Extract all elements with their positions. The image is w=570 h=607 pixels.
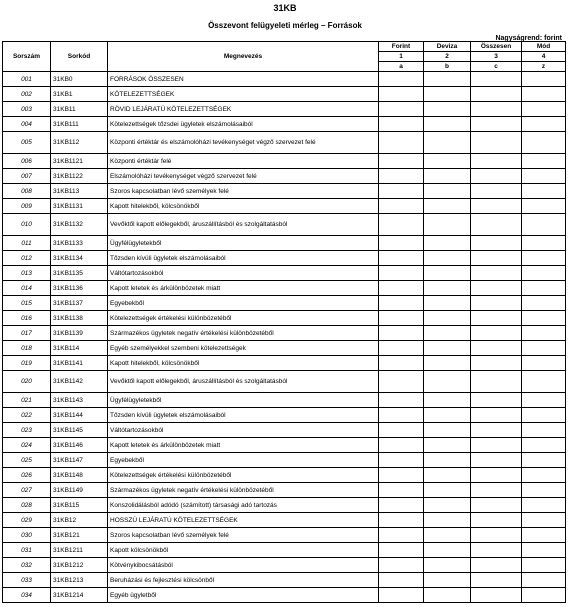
col-header-megnevezes: Megnevezés bbox=[108, 42, 379, 72]
table-row bbox=[3, 588, 566, 603]
row-value-deviza[interactable] bbox=[424, 558, 471, 573]
row-sorszam: 001 bbox=[3, 72, 51, 87]
row-sorkod: 31KB1132 bbox=[51, 214, 108, 236]
row-value-mod[interactable] bbox=[522, 513, 566, 528]
row-value-forint[interactable] bbox=[379, 483, 424, 498]
row-value-osszesen[interactable] bbox=[471, 214, 522, 236]
row-value-deviza[interactable] bbox=[424, 453, 471, 468]
row-sorkod: 31KB112 bbox=[51, 132, 108, 154]
row-megnevezes: Ügyfélügyletekből bbox=[108, 393, 379, 408]
col-header-sorszam: Sorszám bbox=[3, 42, 51, 72]
row-value-deviza[interactable] bbox=[424, 296, 471, 311]
table-row bbox=[3, 528, 566, 543]
row-sorkod: 31KB1135 bbox=[51, 266, 108, 281]
row-value-deviza[interactable] bbox=[424, 236, 471, 251]
row-value-mod[interactable] bbox=[522, 483, 566, 498]
row-value-mod[interactable] bbox=[522, 169, 566, 184]
table-row bbox=[3, 498, 566, 513]
row-value-forint[interactable] bbox=[379, 528, 424, 543]
row-value-mod[interactable] bbox=[522, 356, 566, 371]
row-value-osszesen[interactable] bbox=[471, 588, 522, 603]
row-value-osszesen[interactable] bbox=[471, 184, 522, 199]
row-value-osszesen[interactable] bbox=[471, 371, 522, 393]
row-value-deviza[interactable] bbox=[424, 483, 471, 498]
row-value-forint[interactable] bbox=[379, 408, 424, 423]
row-megnevezes: KÖTELEZETTSÉGEK bbox=[108, 87, 379, 102]
row-value-forint[interactable] bbox=[379, 281, 424, 296]
row-sorszam: 027 bbox=[3, 483, 51, 498]
row-value-mod[interactable] bbox=[522, 117, 566, 132]
row-sorkod: 31KB1211 bbox=[51, 543, 108, 558]
row-megnevezes: FORRÁSOK ÖSSZESEN bbox=[108, 72, 379, 87]
row-value-forint[interactable] bbox=[379, 371, 424, 393]
row-sorszam: 009 bbox=[3, 199, 51, 214]
row-megnevezes: Tőzsden kívüli ügyletek elszámolásaiból bbox=[108, 251, 379, 266]
row-value-forint[interactable] bbox=[379, 296, 424, 311]
row-value-osszesen[interactable] bbox=[471, 236, 522, 251]
row-sorkod: 31KB12 bbox=[51, 513, 108, 528]
col-header-sorkod: Sorkód bbox=[51, 42, 108, 72]
row-value-mod[interactable] bbox=[522, 588, 566, 603]
row-value-deviza[interactable] bbox=[424, 423, 471, 438]
unit-label: Nagyságrend: forint bbox=[495, 35, 562, 42]
table-row bbox=[3, 169, 566, 184]
row-sorkod: 31KB1139 bbox=[51, 326, 108, 341]
row-value-mod[interactable] bbox=[522, 281, 566, 296]
row-value-osszesen[interactable] bbox=[471, 468, 522, 483]
row-value-mod[interactable] bbox=[522, 528, 566, 543]
row-megnevezes: Egyéb ügyletből bbox=[108, 588, 379, 603]
table-row bbox=[3, 356, 566, 371]
table-row bbox=[3, 453, 566, 468]
table-row bbox=[3, 199, 566, 214]
row-sorszam: 023 bbox=[3, 423, 51, 438]
row-value-osszesen[interactable] bbox=[471, 558, 522, 573]
form-code: 31KB bbox=[273, 3, 297, 13]
row-value-osszesen[interactable] bbox=[471, 199, 522, 214]
table-row bbox=[3, 132, 566, 154]
row-value-deviza[interactable] bbox=[424, 468, 471, 483]
row-megnevezes: Kapott hitelekből, kölcsönökből bbox=[108, 356, 379, 371]
row-value-forint[interactable] bbox=[379, 214, 424, 236]
table-row bbox=[3, 281, 566, 296]
row-sorszam: 002 bbox=[3, 87, 51, 102]
row-sorkod: 31KB114 bbox=[51, 341, 108, 356]
row-value-osszesen[interactable] bbox=[471, 528, 522, 543]
row-value-mod[interactable] bbox=[522, 393, 566, 408]
row-value-deviza[interactable] bbox=[424, 169, 471, 184]
row-value-mod[interactable] bbox=[522, 423, 566, 438]
col-letter-deviza: b bbox=[424, 62, 471, 72]
row-megnevezes: Váltótartozásokból bbox=[108, 266, 379, 281]
row-value-forint[interactable] bbox=[379, 513, 424, 528]
row-value-deviza[interactable] bbox=[424, 498, 471, 513]
table-row bbox=[3, 154, 566, 169]
table-row bbox=[3, 296, 566, 311]
row-value-mod[interactable] bbox=[522, 341, 566, 356]
row-value-mod[interactable] bbox=[522, 543, 566, 558]
row-value-deviza[interactable] bbox=[424, 184, 471, 199]
row-sorkod: 31KB1213 bbox=[51, 573, 108, 588]
table-row bbox=[3, 438, 566, 453]
row-megnevezes: Vevőktől kapott előlegekből, áruszállításból és szolgáltatásból bbox=[108, 214, 379, 236]
row-value-deviza[interactable] bbox=[424, 513, 471, 528]
row-sorszam: 011 bbox=[3, 236, 51, 251]
row-value-osszesen[interactable] bbox=[471, 543, 522, 558]
col-letter-osszesen: c bbox=[471, 62, 522, 72]
row-sorkod: 31KB1136 bbox=[51, 281, 108, 296]
row-value-osszesen[interactable] bbox=[471, 483, 522, 498]
row-value-forint[interactable] bbox=[379, 498, 424, 513]
row-value-osszesen[interactable] bbox=[471, 154, 522, 169]
col-num-deviza: 2 bbox=[424, 52, 471, 62]
row-sorkod: 31KB1142 bbox=[51, 371, 108, 393]
row-value-osszesen[interactable] bbox=[471, 341, 522, 356]
row-value-forint[interactable] bbox=[379, 132, 424, 154]
table-row bbox=[3, 543, 566, 558]
col-header-osszesen: Összesen bbox=[471, 42, 522, 52]
row-sorszam: 034 bbox=[3, 588, 51, 603]
row-value-mod[interactable] bbox=[522, 72, 566, 87]
table-row bbox=[3, 311, 566, 326]
row-value-mod[interactable] bbox=[522, 468, 566, 483]
row-value-forint[interactable] bbox=[379, 438, 424, 453]
row-sorkod: 31KB1122 bbox=[51, 169, 108, 184]
row-value-deviza[interactable] bbox=[424, 72, 471, 87]
row-value-forint[interactable] bbox=[379, 326, 424, 341]
row-value-forint[interactable] bbox=[379, 266, 424, 281]
row-value-mod[interactable] bbox=[522, 132, 566, 154]
row-value-forint[interactable] bbox=[379, 341, 424, 356]
table-row bbox=[3, 236, 566, 251]
row-value-osszesen[interactable] bbox=[471, 266, 522, 281]
row-sorkod: 31KB1146 bbox=[51, 438, 108, 453]
row-sorszam: 003 bbox=[3, 102, 51, 117]
row-value-mod[interactable] bbox=[522, 438, 566, 453]
row-sorkod: 31KB1212 bbox=[51, 558, 108, 573]
row-value-forint[interactable] bbox=[379, 393, 424, 408]
table-row bbox=[3, 573, 566, 588]
row-sorkod: 31KB1133 bbox=[51, 236, 108, 251]
row-sorkod: 31KB1147 bbox=[51, 453, 108, 468]
row-value-mod[interactable] bbox=[522, 266, 566, 281]
row-value-mod[interactable] bbox=[522, 87, 566, 102]
row-megnevezes: Kötelezettségek értékelési különbözetéből bbox=[108, 468, 379, 483]
row-value-osszesen[interactable] bbox=[471, 132, 522, 154]
row-sorszam: 010 bbox=[3, 214, 51, 236]
row-sorszam: 007 bbox=[3, 169, 51, 184]
row-sorszam: 026 bbox=[3, 468, 51, 483]
row-value-deviza[interactable] bbox=[424, 132, 471, 154]
row-value-mod[interactable] bbox=[522, 214, 566, 236]
row-sorszam: 005 bbox=[3, 132, 51, 154]
table-row bbox=[3, 214, 566, 236]
row-sorszam: 018 bbox=[3, 341, 51, 356]
row-megnevezes: Kapott letetek és árkülönbözetek miatt bbox=[108, 281, 379, 296]
row-value-forint[interactable] bbox=[379, 236, 424, 251]
row-value-osszesen[interactable] bbox=[471, 326, 522, 341]
row-value-mod[interactable] bbox=[522, 184, 566, 199]
row-value-osszesen[interactable] bbox=[471, 408, 522, 423]
row-sorkod: 31KB113 bbox=[51, 184, 108, 199]
row-megnevezes: Kapott hitelekből, kölcsönökből bbox=[108, 199, 379, 214]
row-sorkod: 31KB121 bbox=[51, 528, 108, 543]
row-value-forint[interactable] bbox=[379, 72, 424, 87]
row-megnevezes: Vevőktől kapott előlegekből, áruszállításból és szolgáltatásból bbox=[108, 371, 379, 393]
row-sorszam: 006 bbox=[3, 154, 51, 169]
row-sorkod: 31KB1144 bbox=[51, 408, 108, 423]
row-value-deviza[interactable] bbox=[424, 87, 471, 102]
row-value-forint[interactable] bbox=[379, 199, 424, 214]
balance-table bbox=[2, 41, 566, 603]
row-sorkod: 31KB111 bbox=[51, 117, 108, 132]
row-sorkod: 31KB1148 bbox=[51, 468, 108, 483]
row-value-forint[interactable] bbox=[379, 558, 424, 573]
row-value-forint[interactable] bbox=[379, 311, 424, 326]
row-sorszam: 008 bbox=[3, 184, 51, 199]
row-value-osszesen[interactable] bbox=[471, 498, 522, 513]
row-value-mod[interactable] bbox=[522, 558, 566, 573]
row-value-deviza[interactable] bbox=[424, 266, 471, 281]
col-num-osszesen: 3 bbox=[471, 52, 522, 62]
row-sorkod: 31KB115 bbox=[51, 498, 108, 513]
row-sorkod: 31KB1121 bbox=[51, 154, 108, 169]
row-value-mod[interactable] bbox=[522, 573, 566, 588]
row-sorszam: 012 bbox=[3, 251, 51, 266]
table-row bbox=[3, 468, 566, 483]
row-value-deviza[interactable] bbox=[424, 154, 471, 169]
row-value-osszesen[interactable] bbox=[471, 311, 522, 326]
row-value-deviza[interactable] bbox=[424, 371, 471, 393]
row-megnevezes: Származékos ügyletek negatív értékelési különbözetéből bbox=[108, 326, 379, 341]
row-value-deviza[interactable] bbox=[424, 356, 471, 371]
row-value-deviza[interactable] bbox=[424, 341, 471, 356]
row-sorszam: 020 bbox=[3, 371, 51, 393]
row-sorszam: 032 bbox=[3, 558, 51, 573]
row-value-mod[interactable] bbox=[522, 199, 566, 214]
table-row bbox=[3, 513, 566, 528]
row-value-deviza[interactable] bbox=[424, 311, 471, 326]
page-title: Összevont felügyeleti mérleg – Források bbox=[208, 21, 362, 30]
row-megnevezes: Központi értéktár felé bbox=[108, 154, 379, 169]
row-value-mod[interactable] bbox=[522, 154, 566, 169]
row-sorszam: 004 bbox=[3, 117, 51, 132]
row-value-osszesen[interactable] bbox=[471, 251, 522, 266]
row-value-forint[interactable] bbox=[379, 117, 424, 132]
row-sorszam: 019 bbox=[3, 356, 51, 371]
row-value-mod[interactable] bbox=[522, 408, 566, 423]
row-value-deviza[interactable] bbox=[424, 214, 471, 236]
table-row bbox=[3, 266, 566, 281]
row-value-forint[interactable] bbox=[379, 169, 424, 184]
table-row bbox=[3, 393, 566, 408]
row-value-osszesen[interactable] bbox=[471, 393, 522, 408]
row-megnevezes: Kapott letetek és árkülönbözetek miatt bbox=[108, 438, 379, 453]
row-value-deviza[interactable] bbox=[424, 393, 471, 408]
table-row bbox=[3, 483, 566, 498]
row-value-osszesen[interactable] bbox=[471, 423, 522, 438]
row-value-osszesen[interactable] bbox=[471, 513, 522, 528]
row-value-mod[interactable] bbox=[522, 236, 566, 251]
table-row bbox=[3, 102, 566, 117]
row-megnevezes: Ügyfélügyletekből bbox=[108, 236, 379, 251]
row-value-forint[interactable] bbox=[379, 184, 424, 199]
row-sorkod: 31KB1 bbox=[51, 87, 108, 102]
row-megnevezes: Egyéb személyekkel szembeni kötelezettségek bbox=[108, 341, 379, 356]
row-megnevezes: Kapott kölcsönökből bbox=[108, 543, 379, 558]
row-megnevezes: Központi értéktár és elszámolóházi tevékenységet végző szervezet felé bbox=[108, 132, 379, 154]
row-sorszam: 017 bbox=[3, 326, 51, 341]
row-megnevezes: Származékos ügyletek negatív értékelési különbözetéből bbox=[108, 483, 379, 498]
row-value-forint[interactable] bbox=[379, 468, 424, 483]
row-sorkod: 31KB1138 bbox=[51, 311, 108, 326]
row-sorkod: 31KB1141 bbox=[51, 356, 108, 371]
row-value-deviza[interactable] bbox=[424, 588, 471, 603]
row-sorkod: 31KB1131 bbox=[51, 199, 108, 214]
row-megnevezes: HOSSZÚ LEJÁRATÚ KÖTELEZETTSÉGEK bbox=[108, 513, 379, 528]
row-sorkod: 31KB1137 bbox=[51, 296, 108, 311]
col-header-deviza: Deviza bbox=[424, 42, 471, 52]
row-value-forint[interactable] bbox=[379, 251, 424, 266]
row-value-forint[interactable] bbox=[379, 356, 424, 371]
row-megnevezes: Szoros kapcsolatban lévő személyek felé bbox=[108, 184, 379, 199]
table-row bbox=[3, 408, 566, 423]
row-value-mod[interactable] bbox=[522, 371, 566, 393]
row-sorszam: 033 bbox=[3, 573, 51, 588]
row-value-deviza[interactable] bbox=[424, 199, 471, 214]
row-megnevezes: Konszolidálásból adódó (számított) társasági adó tartozás bbox=[108, 498, 379, 513]
row-value-osszesen[interactable] bbox=[471, 117, 522, 132]
row-value-deviza[interactable] bbox=[424, 117, 471, 132]
col-num-forint: 1 bbox=[379, 52, 424, 62]
row-value-osszesen[interactable] bbox=[471, 72, 522, 87]
row-value-osszesen[interactable] bbox=[471, 296, 522, 311]
row-value-deviza[interactable] bbox=[424, 281, 471, 296]
row-value-deviza[interactable] bbox=[424, 528, 471, 543]
table-row bbox=[3, 251, 566, 266]
table-row bbox=[3, 423, 566, 438]
row-value-forint[interactable] bbox=[379, 588, 424, 603]
row-value-mod[interactable] bbox=[522, 453, 566, 468]
row-value-forint[interactable] bbox=[379, 154, 424, 169]
row-value-mod[interactable] bbox=[522, 251, 566, 266]
table-row bbox=[3, 184, 566, 199]
row-sorszam: 013 bbox=[3, 266, 51, 281]
row-sorszam: 028 bbox=[3, 498, 51, 513]
row-value-osszesen[interactable] bbox=[471, 438, 522, 453]
row-megnevezes: Váltótartozásokból bbox=[108, 423, 379, 438]
col-num-mod: 4 bbox=[522, 52, 566, 62]
col-header-forint: Forint bbox=[379, 42, 424, 52]
row-value-mod[interactable] bbox=[522, 311, 566, 326]
row-sorszam: 016 bbox=[3, 311, 51, 326]
row-value-osszesen[interactable] bbox=[471, 281, 522, 296]
table-row bbox=[3, 371, 566, 393]
row-sorszam: 025 bbox=[3, 453, 51, 468]
row-value-osszesen[interactable] bbox=[471, 87, 522, 102]
row-value-mod[interactable] bbox=[522, 326, 566, 341]
row-sorkod: 31KB1143 bbox=[51, 393, 108, 408]
row-value-osszesen[interactable] bbox=[471, 573, 522, 588]
col-letter-forint: a bbox=[379, 62, 424, 72]
row-value-deviza[interactable] bbox=[424, 326, 471, 341]
row-megnevezes: Kötvénykibocsátásból bbox=[108, 558, 379, 573]
row-value-forint[interactable] bbox=[379, 573, 424, 588]
row-megnevezes: Egyebekből bbox=[108, 453, 379, 468]
row-value-osszesen[interactable] bbox=[471, 453, 522, 468]
row-sorszam: 030 bbox=[3, 528, 51, 543]
row-value-deviza[interactable] bbox=[424, 573, 471, 588]
row-value-deviza[interactable] bbox=[424, 408, 471, 423]
table-row bbox=[3, 87, 566, 102]
row-sorszam: 014 bbox=[3, 281, 51, 296]
row-megnevezes: Kötelezettségek tőzsdei ügyletek elszámolásaiból bbox=[108, 117, 379, 132]
row-sorszam: 015 bbox=[3, 296, 51, 311]
row-value-forint[interactable] bbox=[379, 453, 424, 468]
row-sorkod: 31KB0 bbox=[51, 72, 108, 87]
table-row bbox=[3, 558, 566, 573]
row-sorszam: 031 bbox=[3, 543, 51, 558]
row-sorkod: 31KB1149 bbox=[51, 483, 108, 498]
row-megnevezes: Kötelezettségek értékelési különbözetéből bbox=[108, 311, 379, 326]
row-value-deviza[interactable] bbox=[424, 543, 471, 558]
row-megnevezes: Egyebekből bbox=[108, 296, 379, 311]
row-value-deviza[interactable] bbox=[424, 102, 471, 117]
row-value-deviza[interactable] bbox=[424, 438, 471, 453]
row-value-mod[interactable] bbox=[522, 296, 566, 311]
col-header-mod: Mód bbox=[522, 42, 566, 52]
row-value-forint[interactable] bbox=[379, 87, 424, 102]
row-value-osszesen[interactable] bbox=[471, 169, 522, 184]
row-sorszam: 022 bbox=[3, 408, 51, 423]
row-sorkod: 31KB11 bbox=[51, 102, 108, 117]
row-value-mod[interactable] bbox=[522, 102, 566, 117]
col-letter-mod: z bbox=[522, 62, 566, 72]
table-body bbox=[3, 72, 566, 603]
row-value-forint[interactable] bbox=[379, 543, 424, 558]
row-sorkod: 31KB1214 bbox=[51, 588, 108, 603]
table-row bbox=[3, 72, 566, 87]
row-value-mod[interactable] bbox=[522, 498, 566, 513]
row-value-osszesen[interactable] bbox=[471, 102, 522, 117]
row-value-forint[interactable] bbox=[379, 423, 424, 438]
row-sorszam: 024 bbox=[3, 438, 51, 453]
row-value-osszesen[interactable] bbox=[471, 356, 522, 371]
row-value-forint[interactable] bbox=[379, 102, 424, 117]
row-sorszam: 029 bbox=[3, 513, 51, 528]
row-sorkod: 31KB1134 bbox=[51, 251, 108, 266]
row-megnevezes: Elszámolóházi tevékenységet végző szervezet felé bbox=[108, 169, 379, 184]
table-row bbox=[3, 326, 566, 341]
row-sorkod: 31KB1145 bbox=[51, 423, 108, 438]
row-value-deviza[interactable] bbox=[424, 251, 471, 266]
table-row bbox=[3, 117, 566, 132]
row-megnevezes: Szoros kapcsolatban lévő személyek felé bbox=[108, 528, 379, 543]
row-megnevezes: RÖVID LEJÁRATÚ KÖTELEZETTSÉGEK bbox=[108, 102, 379, 117]
row-sorszam: 021 bbox=[3, 393, 51, 408]
row-megnevezes: Beruházási és fejlesztési kölcsönből bbox=[108, 573, 379, 588]
table-row bbox=[3, 341, 566, 356]
row-megnevezes: Tőzsden kívüli ügyletek elszámolásaiból bbox=[108, 408, 379, 423]
